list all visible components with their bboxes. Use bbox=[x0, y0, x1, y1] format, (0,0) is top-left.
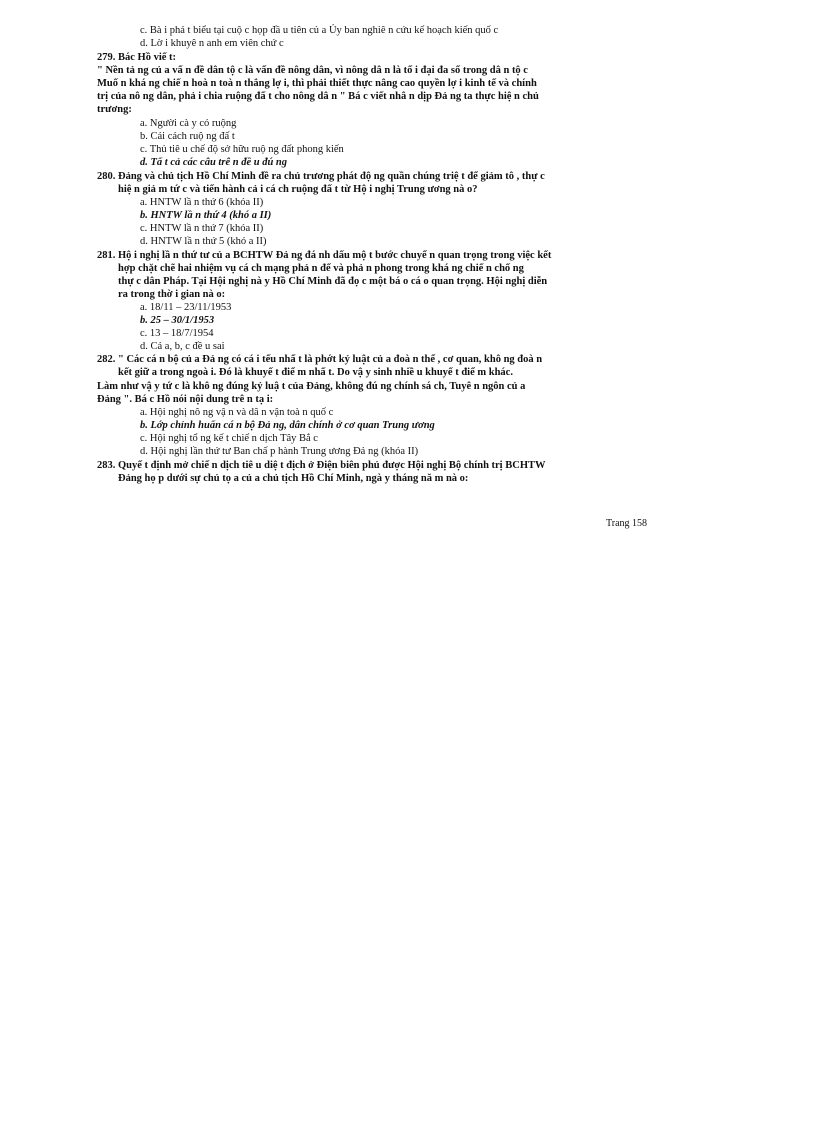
option-d: d. Lờ i khuyê n anh em viên chứ c bbox=[140, 38, 284, 49]
question-280-line: hiệ n giả m tứ c và tiến hành cả i cá ch ruộng đấ t từ Hộ i nghị Trung ương nà o? bbox=[118, 184, 478, 195]
option-c: c. Bà i phá t biểu tại cuộ c họp đầ u tiên củ a Ủy ban nghiê n cứu kế hoạch kiến quố c bbox=[140, 25, 499, 36]
question-281-line: hợp chặt chẽ hai nhiệm vụ cá ch mạng phả n đế và phả n phong trong khá ng chiế n chố ng bbox=[118, 263, 524, 274]
question-281-option-a: a. 18/11 – 23/11/1953 bbox=[140, 302, 232, 313]
question-282-option-d: d. Hội nghị lần thứ tư Ban chấ p hành Trung ương Đả ng (khóa II) bbox=[140, 446, 419, 457]
question-280-option-d: d. HNTW lầ n thứ 5 (khó a II) bbox=[140, 236, 267, 247]
question-279-option-a: a. Người cà y có ruộng bbox=[140, 118, 237, 129]
question-281-line: thự c dân Pháp. Tại Hội nghị nà y Hồ Chí Minh đã đọ c một bá o cá o quan trọng. Hội nghị diễn bbox=[118, 276, 548, 287]
question-283-line: Đảng họ p dưới sự chủ tọ a củ a chủ tịch Hồ Chí Minh, ngà y tháng nă m nà o: bbox=[118, 473, 469, 484]
question-281-line: 281. Hộ i nghị lầ n thứ tư củ a BCHTW Đả ng đá nh dấu mộ t bước chuyể n quan trọng trong việc kết bbox=[97, 250, 552, 261]
question-279-heading: 279. Bác Hồ viế t: bbox=[97, 52, 177, 63]
question-279-option-c: c. Thủ tiê u chế độ sở hữu ruộ ng đất phong kiến bbox=[140, 144, 344, 155]
question-282-option-c: c. Hội nghị tổ ng kế t chiế n dịch Tây Bắ c bbox=[140, 433, 318, 444]
question-282-line: Làm như vậ y tứ c là khô ng đúng kỷ luậ t của Đảng, không đú ng chính sá ch, Tuyê n ngôn củ a bbox=[97, 381, 526, 392]
question-280-line: 280. Đảng và chủ tịch Hồ Chí Minh đề ra chủ trương phát độ ng quần chúng triệ t để giảm tô , thự c bbox=[97, 171, 545, 182]
question-279-option-b: b. Cải cách ruộ ng đấ t bbox=[140, 131, 235, 142]
question-282-option-b-answer: b. Lớp chỉnh huấn cá n bộ Đả ng, dân chính ở cơ quan Trung ương bbox=[140, 420, 435, 431]
question-281-option-b-answer: b. 25 – 30/1/1953 bbox=[140, 315, 215, 326]
question-283-line: 283. Quyế t định mở chiế n dịch tiê u diệ t địch ở Điện biên phủ được Hội nghị Bộ chính trị BCHTW bbox=[97, 460, 546, 471]
question-279-quote-line: trị của nô ng dân, phả i chia ruộng đấ t cho nông dâ n " Bá c viết nhâ n dịp Đả ng ta thực hiệ n chủ bbox=[97, 91, 539, 102]
question-279-quote-line: trương: bbox=[97, 104, 132, 115]
question-281-option-d: d. Cả a, b, c đề u sai bbox=[140, 341, 225, 352]
question-280-option-a: a. HNTW lầ n thứ 6 (khóa II) bbox=[140, 197, 264, 208]
question-282-line: Đảng ". Bá c Hồ nói nội dung trê n tạ i: bbox=[97, 394, 274, 405]
question-282-line: 282. " Các cá n bộ củ a Đả ng có cá i tếu nhấ t là phớt kỷ luật củ a đoà n thể , cơ quan, khô ng đoà n bbox=[97, 354, 543, 365]
question-282-line: kết giữ a trong ngoà i. Đó là khuyế t điể m nhấ t. Do vậ y sinh nhiề u khuyế t điể m khác. bbox=[118, 367, 513, 378]
question-281-line: ra trong thờ i gian nà o: bbox=[118, 289, 226, 300]
page-number: Trang 158 bbox=[606, 518, 648, 529]
question-279-quote-line: Muố n khá ng chiế n hoà n toà n thắng lợ i, thì phải thiết thực nâng cao quyền lợ i kinh tế và chính bbox=[97, 78, 537, 89]
question-280-option-c: c. HNTW lầ n thứ 7 (khóa II) bbox=[140, 223, 264, 234]
question-281-option-c: c. 13 – 18/7/1954 bbox=[140, 328, 214, 339]
question-282-option-a: a. Hội nghị nô ng vậ n và dâ n vận toà n quố c bbox=[140, 407, 334, 418]
question-279-quote-line: " Nền tả ng củ a vấ n đề dân tộ c là vấn đề nông dân, vì nông dâ n là tố i đại đa số trong dâ n tộ c bbox=[97, 65, 528, 76]
question-280-option-b-answer: b. HNTW lầ n thứ 4 (khó a II) bbox=[140, 210, 272, 221]
question-279-option-d-answer: d. Tấ t cả các câu trê n đề u đú ng bbox=[140, 157, 287, 168]
